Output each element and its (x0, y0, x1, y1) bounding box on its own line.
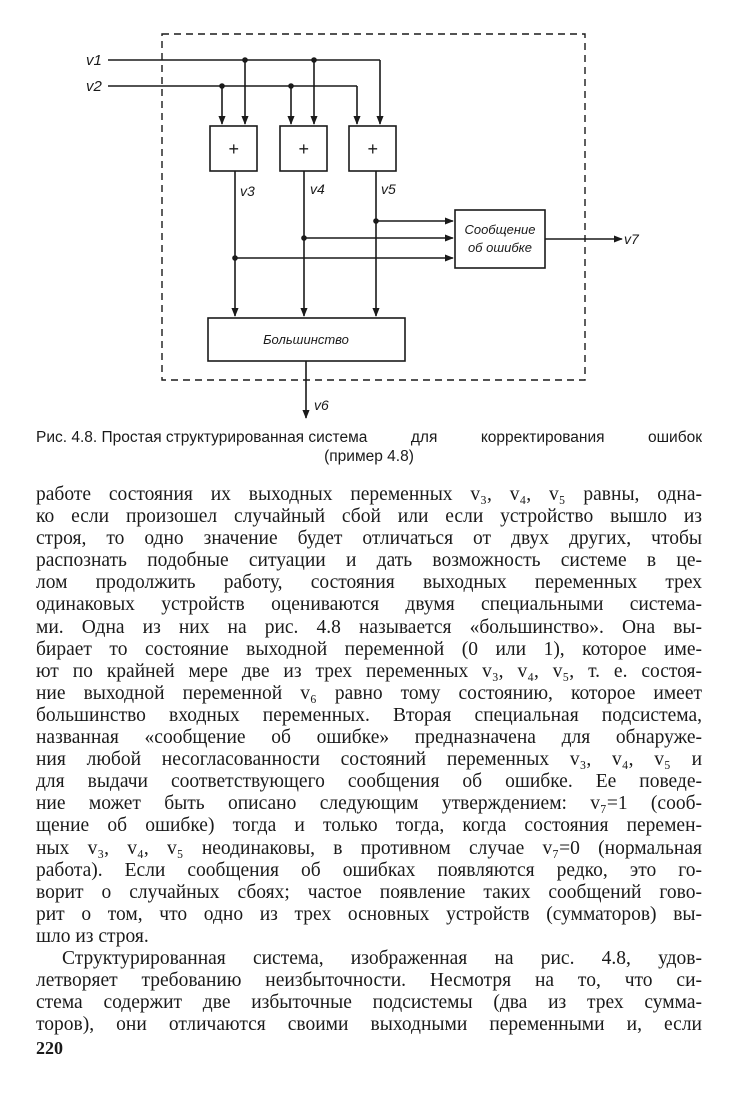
text-line: рит о том, что одно из трех основных устройств (сумматоров) вы- (36, 903, 702, 925)
junction-dot (232, 255, 238, 261)
error-block-label-line1: Сообщение (464, 222, 536, 237)
text-line: ко если произошел случайный сбой или если устройство вышло из (36, 506, 702, 528)
error-message-block (455, 210, 545, 268)
paragraph-1 (36, 484, 702, 948)
adder-output-wiring (235, 171, 453, 316)
figure-4-8-diagram (70, 24, 670, 426)
text-line: бирает то состояние выходной переменной (0 или 1), которое име- (36, 638, 702, 660)
input-v2-wiring (108, 86, 357, 124)
text-line: шло из строя. (36, 925, 149, 947)
adder-2-symbol: + (298, 139, 309, 159)
text-line: ворит о случайных сбоях; частое появление таких сообщений гово- (36, 881, 702, 903)
majority-block-label: Большинство (263, 332, 349, 347)
text-line: Структурированная система, изображенная на рис. 4.8, удов- (62, 947, 702, 969)
junction-dot (288, 83, 294, 89)
text-line: распознать подобные ситуации и дать возможность системе в це- (36, 550, 702, 572)
text-line: ют по крайней мере две из трех переменных v₃, v₄, v₅, т. е. состоя- (36, 660, 702, 682)
text-line: работе состояния их выходных переменных v₃, v₄, v₅ равны, одна- (36, 484, 702, 505)
adder-1-symbol: + (228, 139, 239, 159)
figure-caption (36, 428, 702, 466)
text-line: торов), они отличаются своими выходными переменными и, если (36, 1014, 702, 1036)
text-line: ние может быть описано следующим утверждением: v₇=1 (сооб- (36, 793, 702, 815)
paragraph-2 (36, 948, 702, 1036)
junction-dot (311, 57, 317, 63)
text-line: названная «сообщение об ошибке» предназначена для обнаруже- (36, 727, 702, 749)
text-line: летворяет требованию неизбыточности. Несмотря на то, что си- (36, 970, 702, 992)
junction-dot (301, 235, 307, 241)
text-line: ных v₃, v₄, v₅ неодинаковы, в противном случае v₇=0 (нормальная (36, 837, 702, 859)
text-line: одинаковых устройств оцениваются двумя специальными система- (36, 594, 702, 616)
text-line: большинство входных переменных. Вторая специальная подсистема, (36, 704, 702, 726)
label-v2: v2 (86, 78, 102, 95)
text-line: для выдачи соответствующего сообщения об ошибке. Ее поведе- (36, 771, 702, 793)
error-block-label-line2: об ошибке (467, 240, 533, 255)
junction-dot (242, 57, 248, 63)
text-line: щение об ошибке) тогда и только тогда, когда состояния перемен- (36, 815, 702, 837)
junction-dot (373, 218, 379, 224)
body-text (36, 484, 702, 1036)
label-v4: v4 (310, 181, 325, 197)
text-line: работа). Если сообщения об ошибках появляются редко, это го- (36, 859, 702, 881)
label-v6: v6 (314, 397, 329, 413)
adder-3-symbol: + (367, 139, 378, 159)
caption-part: для (410, 429, 438, 446)
text-line: ния любой несогласованности состояний переменных v₃, v₄, v₅ и (36, 749, 702, 771)
input-v1-wiring (108, 60, 380, 124)
label-v7: v7 (624, 231, 639, 247)
caption-part: Рис. 4.8. Простая структурированная система (36, 429, 368, 446)
page-number: 220 (36, 1038, 63, 1058)
caption-part: ошибок (648, 429, 702, 446)
label-v1: v1 (86, 52, 102, 69)
junction-dot (219, 83, 225, 89)
text-line: лом продолжить работу, состояния выходных переменных трех (36, 572, 702, 594)
text-line: ние выходной переменной v₆ равно тому состоянию, которое имеет (36, 682, 702, 704)
label-v3: v3 (240, 183, 255, 199)
text-line: ми. Одна из них на рис. 4.8 называется «большинство». Она вы- (36, 616, 702, 638)
label-v5: v5 (381, 181, 396, 197)
text-line: стема содержит две избыточные подсистемы (два из трех сумма- (36, 992, 702, 1014)
text-line: строя, то одно значение будет отличаться от двух других, чтобы (36, 528, 702, 550)
caption-part: корректирования (480, 429, 605, 446)
caption-line-1 (36, 428, 702, 447)
caption-line-2: (пример 4.8) (324, 448, 414, 465)
